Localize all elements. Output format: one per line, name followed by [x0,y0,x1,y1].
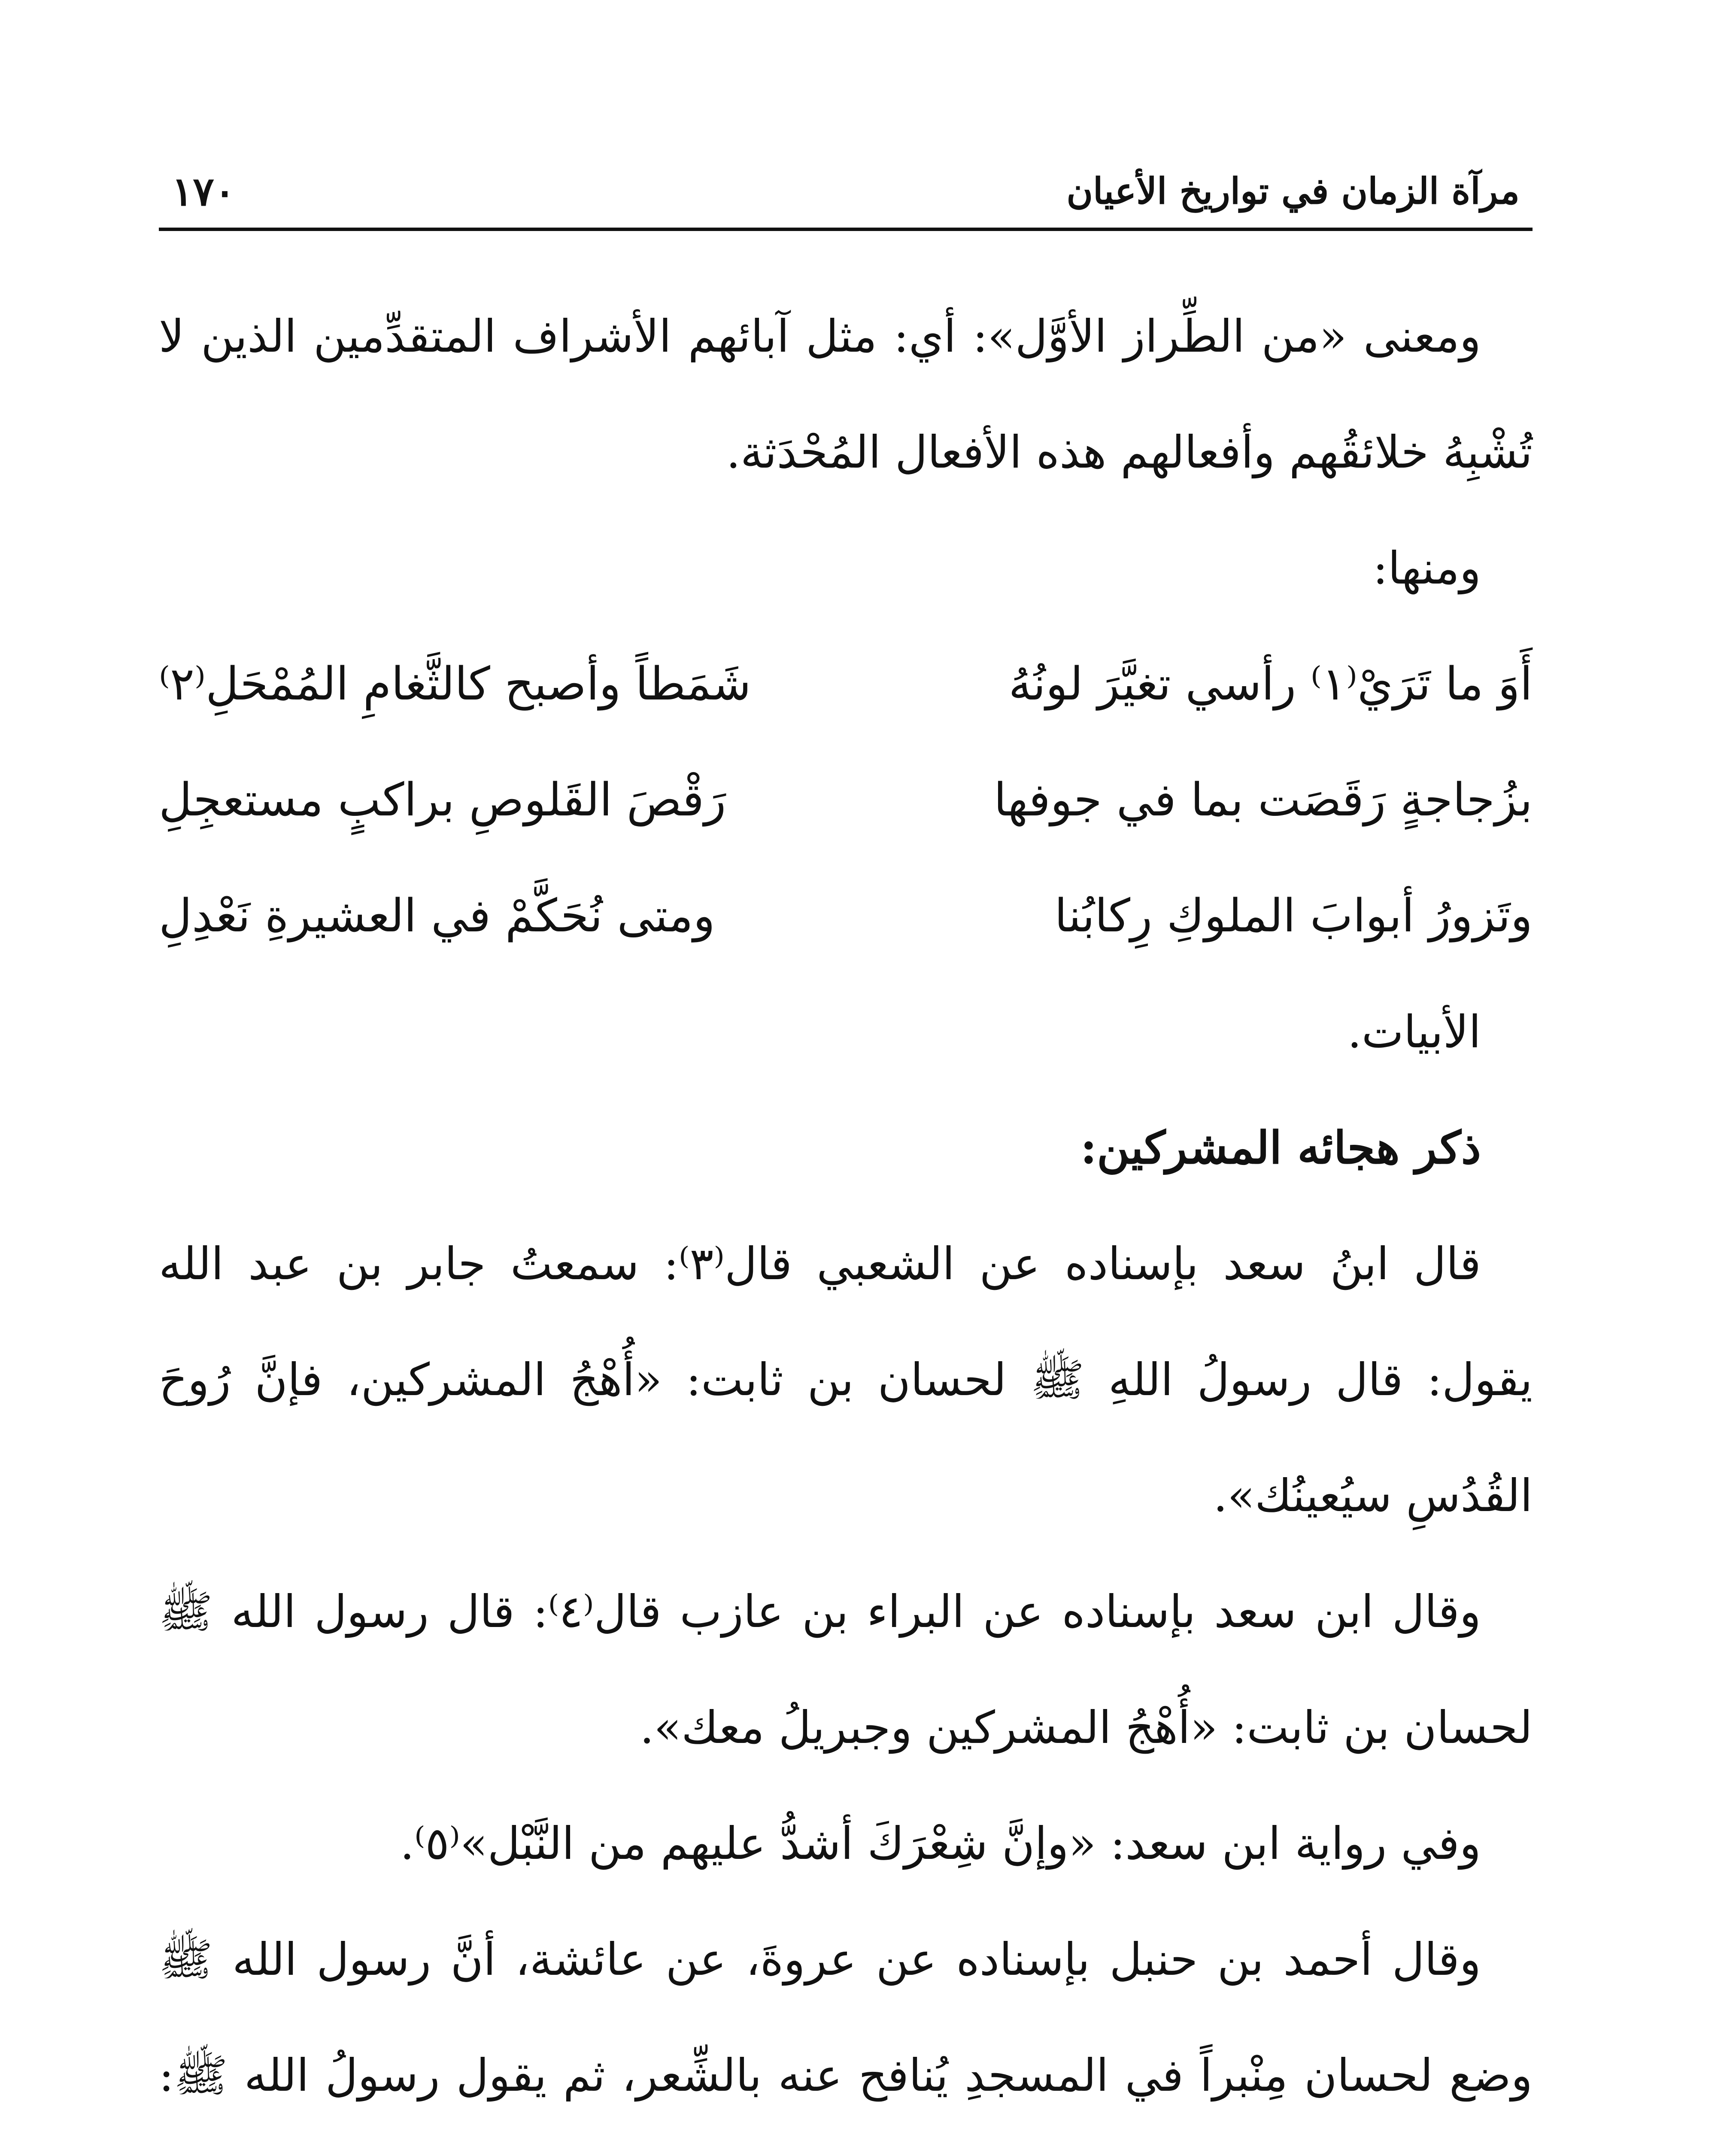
running-header [159,142,1533,231]
verse-second-hemistich: ومتى نُحَكَّمْ في العشيرةِ نَعْدِلِ [159,889,715,942]
verse-first-hemistich: وتَزورُ أبوابَ الملوكِ رِكابُنا [1054,889,1533,942]
verse-second-hemistich: رَقْصَ القَلوصِ براكبٍ مستعجِلِ [159,773,726,826]
section-heading: ذكر هجائه المشركين: [1080,1121,1481,1174]
book-page [159,142,1533,2147]
paragraph: ومعنى «من الطِّراز الأوَّل»: أي: مثل آبائهم الأشراف المتقدِّمين الذين لا تُشْبِهُ خلائقُهم وأفعالهم هذه الأفعال المُحْدَثة. [159,310,1533,478]
poem [159,626,1533,974]
page-number: ١٧٠ [172,168,236,215]
paragraph: وفي رواية ابن سعد: «وإنَّ شِعْرَكَ أشدُّ عليهم من النَّبْل»⁽٥⁾. [400,1817,1481,1870]
running-title: مرآة الزمان في تواريخ الأعيان [1066,170,1520,212]
paragraph: قال ابنُ سعد بإسناده عن الشعبي قال⁽٣⁾: سمعتُ جابر بن عبد الله يقول: قال رسولُ اللهِ ﷺ لحسان بن ثابت: «أُهْجُ المشركين، فإنَّ رُوحَ القُدُسِ سيُعينُك». [159,1238,1533,1522]
verse-first-hemistich: بزُجاجةٍ رَقَصَت بما في جوفها [993,773,1533,826]
poem-verse [159,742,1533,858]
verse-second-hemistich: شَمَطاً وأصبح كالثَّغامِ المُمْحَلِ⁽٢⁾ [159,657,751,710]
poem-verse [159,858,1533,974]
poem-verse [159,626,1533,742]
poem-continuation: الأبيات. [1347,1006,1481,1058]
main-text [159,278,1533,2147]
paragraph: وقال أحمد بن حنبل بإسناده عن عروةَ، عن عائشة، أنَّ رسول الله ﷺ وضع لحسان مِنْبراً في المسجدِ يُنافح عنه بالشِّعر، ثم يقول رسولُ الله ﷺ: [159,1933,1533,2101]
verse-first-hemistich: أَوَ ما تَرَيْ⁽١⁾ رأسي تغيَّرَ لونُهُ [1008,657,1533,710]
poem-intro: ومنها: [1373,542,1481,594]
paragraph: وقال ابن سعد بإسناده عن البراء بن عازب قال⁽٤⁾: قال رسول الله ﷺ لحسان بن ثابت: «أُهْجُ المشركين وجبريلُ معك». [159,1585,1533,1754]
